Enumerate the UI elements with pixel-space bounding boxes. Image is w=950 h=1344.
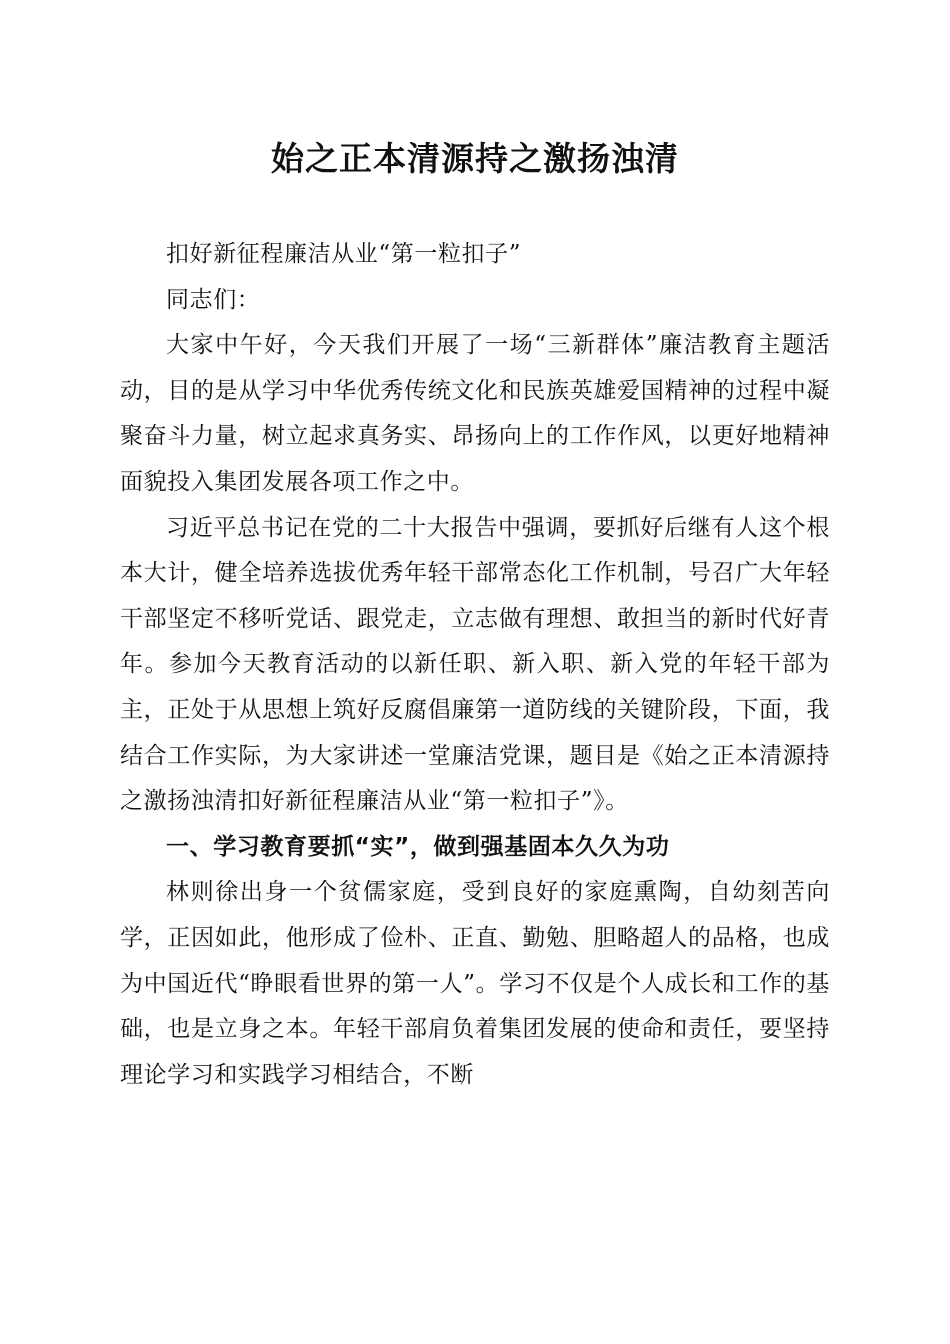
document-subtitle: 扣好新征程廉洁从业“第一粒扣子”	[166, 241, 522, 267]
paragraph-background: 习近平总书记在党的二十大报告中强调，要抓好后继有人这个根本大计，健全培养选拔优秀年轻干部常态化工作机制，号召广大年轻干部坚定不移听党话、跟党走，立志做有理想、敢担当的新时代好青年。参加今天教育活动的以新任职、新入职、新入党的年轻干部为主，正处于从思想上筑好反腐倡廉第一道防线的关键阶段，下面，我结合工作实际，为大家讲述一堂廉洁党课，题目是《始之正本清源持之激扬浊清扣好新征程廉洁从业“第一粒扣子”》。	[120, 514, 830, 815]
paragraph-intro: 大家中午好，今天我们开展了一场“三新群体”廉洁教育主题活动，目的是从学习中华优秀传统文化和民族英雄爱国精神的过程中凝聚奋斗力量，树立起求真务实、昂扬向上的工作作风，以更好地精神面貌投入集团发展各项工作之中。	[120, 332, 830, 495]
document-body	[120, 232, 830, 1098]
section-paragraph: 林则徐出身一个贫儒家庭，受到良好的家庭熏陶，自幼刻苦向学，正因如此，他形成了俭朴、正直、勤勉、胆略超人的品格，也成为中国近代“睁眼看世界的第一人”。学习不仅是个人成长和工作的基础，也是立身之本。年轻干部肩负着集团发展的使命和责任，要坚持理论学习和实践学习相结合，不断	[120, 879, 830, 1088]
document-title: 始之正本清源持之激扬浊清	[271, 139, 679, 178]
section-heading: 一、学习教育要抓“实”，做到强基固本久久为功	[166, 833, 670, 860]
salutation: 同志们：	[166, 286, 261, 313]
